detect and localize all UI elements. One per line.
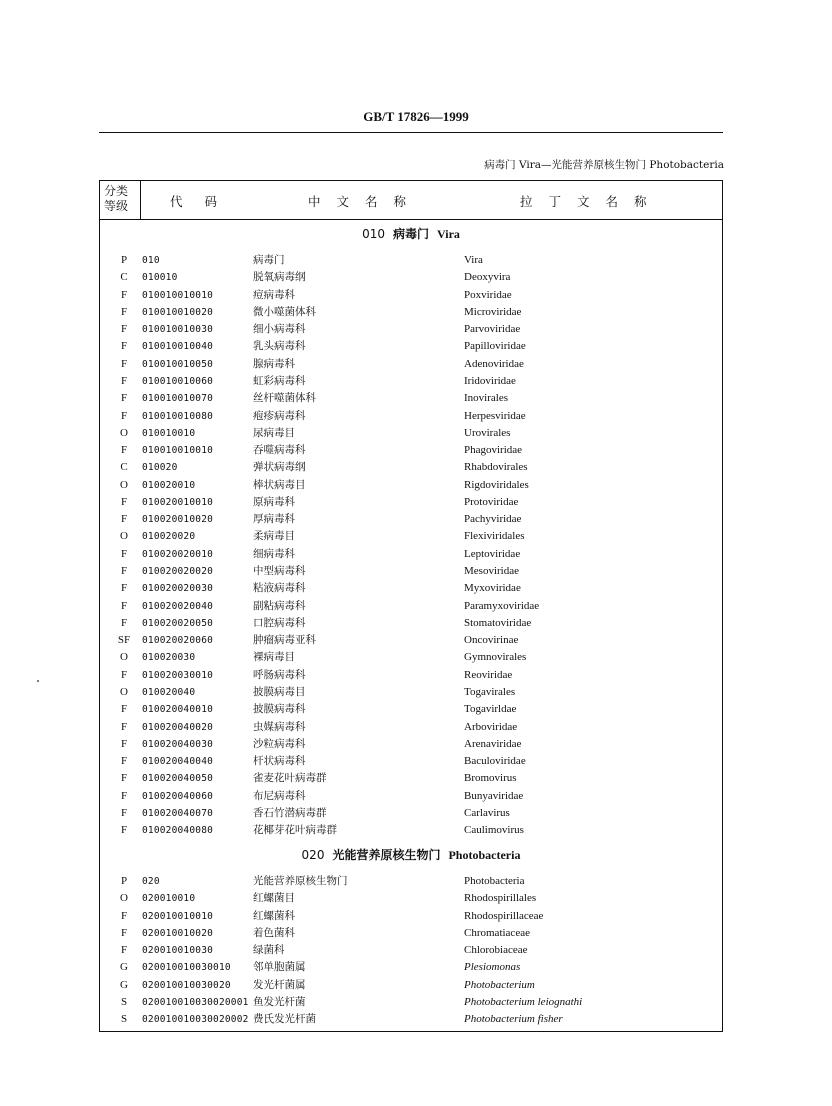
classification-level: O bbox=[120, 426, 128, 439]
classification-level: F bbox=[120, 444, 128, 457]
table-row bbox=[100, 822, 722, 839]
latin-name: Arboviridae bbox=[464, 720, 518, 733]
chinese-name: 绿菌科 bbox=[253, 944, 285, 957]
taxon-code: 020010010030020002 bbox=[142, 1014, 249, 1026]
table-row bbox=[100, 528, 722, 545]
chinese-name: 弹状病毒纲 bbox=[253, 461, 306, 474]
table-row bbox=[100, 442, 722, 459]
taxon-code: 020 bbox=[142, 876, 160, 887]
classification-level: O bbox=[120, 892, 128, 905]
taxon-code: 010020040 bbox=[142, 687, 196, 698]
latin-name: Togavirales bbox=[464, 686, 516, 698]
section-number: 020 bbox=[301, 848, 325, 862]
table-row bbox=[100, 563, 722, 580]
table-row bbox=[100, 753, 722, 770]
latin-name: Photobacterium leiognathi bbox=[464, 995, 583, 1008]
section-latin-name: Vira bbox=[437, 227, 460, 241]
classification-level: F bbox=[120, 374, 128, 387]
taxon-code: 010020040030 bbox=[142, 738, 214, 750]
latin-name: Rigdoviridales bbox=[464, 478, 529, 491]
taxon-code: 010020010020 bbox=[142, 514, 214, 526]
chinese-name: 披膜病毒科 bbox=[253, 703, 306, 716]
latin-name: Rhodospirillaceae bbox=[464, 909, 544, 922]
chinese-name: 红螺菌科 bbox=[253, 909, 295, 922]
classification-level: F bbox=[120, 513, 128, 526]
chinese-name: 费氏发光杆菌 bbox=[253, 1013, 316, 1026]
taxon-code: 020010010030010 bbox=[142, 962, 231, 974]
chinese-name: 细病毒科 bbox=[253, 547, 295, 560]
classification-level: S bbox=[120, 995, 128, 1008]
taxon-code: 010010010010 bbox=[142, 289, 214, 301]
classification-table bbox=[99, 180, 723, 1032]
latin-name: Gymnovirales bbox=[464, 651, 527, 664]
taxon-code: 010020040070 bbox=[142, 807, 214, 819]
chinese-name: 虹彩病毒科 bbox=[253, 374, 306, 387]
section-chinese-name: 病毒门 bbox=[393, 227, 430, 241]
taxon-code: 010010 bbox=[142, 272, 178, 284]
chinese-name: 脱氧病毒纲 bbox=[253, 271, 306, 284]
table-row bbox=[100, 338, 722, 355]
classification-level: SF bbox=[117, 634, 131, 647]
latin-name: Flexiviridales bbox=[464, 530, 525, 543]
latin-name: Inovirales bbox=[464, 392, 508, 405]
latin-name: Chromatiaceae bbox=[464, 926, 530, 939]
chinese-name: 丝杆噬菌体科 bbox=[253, 392, 316, 405]
classification-level: F bbox=[120, 565, 128, 578]
chinese-name: 布尼病毒科 bbox=[253, 789, 306, 802]
chinese-name: 沙粒病毒科 bbox=[253, 737, 306, 750]
latin-name: Photobacteria bbox=[464, 875, 525, 887]
table-row bbox=[100, 408, 722, 425]
chinese-name: 杆状病毒科 bbox=[253, 755, 306, 768]
table-row bbox=[100, 719, 722, 736]
latin-name: Mesoviridae bbox=[464, 565, 519, 578]
chinese-name: 呼肠病毒科 bbox=[253, 668, 306, 681]
latin-name: Adenoviridae bbox=[464, 357, 524, 370]
table-row bbox=[100, 390, 722, 407]
table-row bbox=[100, 373, 722, 390]
taxon-code: 010020 bbox=[142, 462, 178, 474]
table-row bbox=[100, 890, 722, 907]
latin-name: Herpesviridae bbox=[464, 409, 526, 422]
taxon-code: 010020020030 bbox=[142, 583, 214, 595]
taxon-code: 010020010010 bbox=[142, 496, 214, 508]
classification-level: F bbox=[120, 340, 128, 353]
taxon-code: 010010010010 bbox=[142, 445, 214, 457]
taxon-code: 010020040010 bbox=[142, 704, 214, 716]
taxon-code: 010020020 bbox=[142, 531, 196, 543]
taxon-code: 020010010010 bbox=[142, 910, 214, 922]
classification-level: F bbox=[120, 737, 128, 750]
taxon-code: 010020020050 bbox=[142, 617, 214, 629]
chinese-name: 虫媒病毒科 bbox=[253, 720, 306, 733]
section-latin-name: Photobacteria bbox=[448, 848, 521, 862]
latin-name: Deoxyvira bbox=[464, 271, 511, 284]
latin-name: Protoviridae bbox=[464, 495, 519, 508]
scan-speck bbox=[37, 680, 39, 682]
taxon-code: 010010010 bbox=[142, 427, 196, 439]
table-row bbox=[100, 425, 722, 442]
table-row bbox=[100, 632, 722, 649]
taxon-code: 010020030010 bbox=[142, 669, 214, 681]
classification-level: F bbox=[120, 392, 128, 405]
chinese-name: 厚病毒科 bbox=[253, 513, 295, 526]
chinese-name: 香石竹潜病毒群 bbox=[253, 806, 327, 819]
chinese-name: 雀麦花叶病毒群 bbox=[253, 772, 327, 785]
table-row bbox=[100, 873, 722, 890]
header-latin-name: 拉丁文名称 bbox=[520, 194, 663, 209]
classification-level: F bbox=[120, 755, 128, 768]
table-row bbox=[100, 580, 722, 597]
taxon-code: 010020020060 bbox=[142, 635, 214, 647]
chinese-name: 红螺菌目 bbox=[253, 892, 295, 905]
latin-name: Caulimovirus bbox=[464, 824, 524, 837]
taxon-code: 010020010 bbox=[142, 479, 196, 491]
chinese-name: 细小病毒科 bbox=[253, 323, 306, 336]
table-row bbox=[100, 684, 722, 701]
table-row bbox=[100, 459, 722, 476]
classification-level: F bbox=[120, 599, 128, 612]
chinese-name: 肿瘤病毒亚科 bbox=[253, 634, 316, 647]
classification-level: O bbox=[120, 478, 128, 491]
section-chinese-name: 光能营养原核生物门 bbox=[332, 848, 441, 862]
table-row bbox=[100, 477, 722, 494]
taxon-code: 020010010030020 bbox=[142, 979, 231, 991]
taxon-code: 010020040060 bbox=[142, 790, 214, 802]
latin-name: Phagoviridae bbox=[464, 444, 523, 457]
latin-name: Paramyxoviridae bbox=[464, 599, 540, 612]
classification-level: F bbox=[120, 909, 128, 922]
latin-name: Baculoviridae bbox=[464, 755, 526, 768]
taxon-code: 010 bbox=[142, 255, 160, 266]
taxon-code: 010020040050 bbox=[142, 773, 214, 785]
classification-level: F bbox=[120, 616, 128, 629]
chinese-name: 披膜病毒目 bbox=[253, 686, 306, 698]
header-code: 代码 bbox=[170, 194, 240, 209]
latin-name: Chlorobiaceae bbox=[464, 944, 528, 957]
standard-number: GB/T 17826—1999 bbox=[363, 109, 469, 124]
table-row bbox=[100, 252, 722, 269]
classification-level: F bbox=[120, 357, 128, 370]
header-divider bbox=[140, 181, 141, 219]
classification-level: P bbox=[120, 875, 128, 887]
taxon-code: 010020020010 bbox=[142, 548, 214, 560]
classification-level: C bbox=[120, 461, 128, 474]
page-subheader: 病毒门 Vira—光能营养原核生物门 Photobacteria bbox=[484, 159, 724, 171]
latin-name: Poxviridae bbox=[464, 288, 512, 301]
section-number: 010 bbox=[362, 227, 385, 241]
chinese-name: 邻单胞菌属 bbox=[253, 961, 306, 974]
table-row bbox=[100, 925, 722, 942]
latin-name: Oncovirinae bbox=[464, 634, 519, 647]
chinese-name: 着色菌科 bbox=[253, 926, 295, 939]
chinese-name: 裸病毒目 bbox=[253, 651, 295, 664]
taxon-code: 020010010030 bbox=[142, 945, 214, 957]
chinese-name: 微小噬菌体科 bbox=[253, 305, 316, 318]
latin-name: Pachyviridae bbox=[464, 513, 522, 526]
taxon-code: 020010010020 bbox=[142, 927, 214, 939]
classification-level: F bbox=[120, 409, 128, 422]
classification-level: F bbox=[120, 668, 128, 681]
classification-level: F bbox=[120, 288, 128, 301]
latin-name: Papilloviridae bbox=[464, 340, 526, 353]
latin-name: Stomatoviridae bbox=[464, 616, 532, 629]
table-header bbox=[100, 181, 722, 220]
table-row bbox=[100, 736, 722, 753]
chinese-name: 吞噬病毒科 bbox=[253, 444, 306, 457]
chinese-name: 粘液病毒科 bbox=[253, 582, 306, 595]
chinese-name: 花椰芽花叶病毒群 bbox=[253, 824, 337, 837]
table-row bbox=[100, 546, 722, 563]
table-row bbox=[100, 770, 722, 787]
latin-name: Arenaviridae bbox=[464, 737, 522, 750]
classification-level: F bbox=[120, 305, 128, 318]
table-row bbox=[100, 304, 722, 321]
chinese-name: 腺病毒科 bbox=[253, 357, 295, 370]
classification-level: S bbox=[120, 1013, 128, 1026]
header-classification: 分类 等级 bbox=[104, 184, 129, 213]
latin-name: Leptoviridae bbox=[464, 547, 521, 560]
table-row bbox=[100, 667, 722, 684]
classification-level: O bbox=[120, 651, 128, 664]
header-rule bbox=[99, 132, 723, 133]
taxon-code: 010010010020 bbox=[142, 306, 214, 318]
latin-name: Bromovirus bbox=[464, 772, 517, 785]
table-row bbox=[100, 511, 722, 528]
taxon-code: 010010010060 bbox=[142, 375, 214, 387]
taxon-code: 010020020020 bbox=[142, 566, 214, 578]
chinese-name: 副粘病毒科 bbox=[253, 599, 306, 612]
table-row bbox=[100, 959, 722, 976]
classification-level: G bbox=[120, 961, 128, 974]
taxon-code: 010020040080 bbox=[142, 825, 214, 837]
table-row bbox=[100, 321, 722, 338]
taxon-code: 010020020040 bbox=[142, 600, 214, 612]
table-row bbox=[100, 598, 722, 615]
taxon-code: 020010010030020001 bbox=[142, 996, 249, 1008]
classification-level: P bbox=[120, 254, 128, 266]
table-row bbox=[100, 494, 722, 511]
chinese-name: 棒状病毒目 bbox=[253, 478, 306, 491]
section-heading bbox=[100, 846, 722, 863]
chinese-name: 病毒门 bbox=[253, 254, 285, 266]
classification-level: F bbox=[120, 944, 128, 957]
classification-level: O bbox=[120, 530, 128, 543]
header-chinese-name: 中文名称 bbox=[308, 194, 423, 209]
table-row bbox=[100, 977, 722, 994]
table-row bbox=[100, 942, 722, 959]
classification-level: C bbox=[120, 271, 128, 284]
table-row bbox=[100, 1011, 722, 1028]
classification-level: F bbox=[120, 926, 128, 939]
classification-level: F bbox=[120, 547, 128, 560]
classification-level: F bbox=[120, 582, 128, 595]
classification-level: F bbox=[120, 323, 128, 336]
table-row bbox=[100, 356, 722, 373]
classification-level: F bbox=[120, 789, 128, 802]
latin-name: Reoviridae bbox=[464, 668, 513, 681]
taxon-code: 020010010 bbox=[142, 893, 196, 905]
chinese-name: 乳头病毒科 bbox=[253, 340, 306, 353]
table-row bbox=[100, 649, 722, 666]
latin-name: Myxoviridae bbox=[464, 582, 521, 595]
taxon-code: 010010010040 bbox=[142, 341, 214, 353]
chinese-name: 光能营养原核生物门 bbox=[253, 875, 348, 887]
taxon-code: 010020040040 bbox=[142, 756, 214, 768]
classification-level: F bbox=[120, 824, 128, 837]
latin-name: Iridoviridae bbox=[464, 374, 516, 387]
latin-name: Parvoviridae bbox=[464, 323, 521, 336]
latin-name: Rhabdovirales bbox=[464, 461, 528, 474]
taxon-code: 010010010050 bbox=[142, 358, 214, 370]
latin-name: Rhodospirillales bbox=[464, 892, 537, 905]
classification-level: F bbox=[120, 772, 128, 785]
taxon-code: 010010010070 bbox=[142, 393, 214, 405]
table-row bbox=[100, 287, 722, 304]
taxon-code: 010010010030 bbox=[142, 324, 214, 336]
table-row bbox=[100, 269, 722, 286]
classification-level: F bbox=[120, 495, 128, 508]
chinese-name: 疱疹病毒科 bbox=[253, 409, 306, 422]
taxon-code: 010020030 bbox=[142, 652, 196, 664]
chinese-name: 鱼发光杆菌 bbox=[253, 995, 306, 1008]
chinese-name: 痘病毒科 bbox=[253, 288, 295, 301]
table-row bbox=[100, 788, 722, 805]
chinese-name: 尿病毒目 bbox=[253, 426, 295, 439]
latin-name: Togavirldae bbox=[464, 703, 517, 716]
taxon-code: 010020040020 bbox=[142, 721, 214, 733]
latin-name: Microviridae bbox=[464, 305, 522, 318]
table-row bbox=[100, 994, 722, 1011]
classification-level: O bbox=[120, 686, 128, 698]
latin-name: Urovirales bbox=[464, 426, 511, 439]
table-row bbox=[100, 908, 722, 925]
latin-name: Bunyaviridae bbox=[464, 789, 524, 802]
classification-level: F bbox=[120, 720, 128, 733]
latin-name: Plesiomonas bbox=[464, 961, 521, 974]
table-row bbox=[100, 615, 722, 632]
chinese-name: 中型病毒科 bbox=[253, 565, 306, 578]
table-row bbox=[100, 805, 722, 822]
taxon-code: 010010010080 bbox=[142, 410, 214, 422]
chinese-name: 原病毒科 bbox=[253, 495, 295, 508]
chinese-name: 口腔病毒科 bbox=[253, 616, 306, 629]
classification-level: F bbox=[120, 703, 128, 716]
classification-level: F bbox=[120, 806, 128, 819]
table-row bbox=[100, 701, 722, 718]
chinese-name: 发光杆菌属 bbox=[253, 978, 306, 991]
latin-name: Photobacterium fisher bbox=[464, 1013, 563, 1026]
latin-name: Carlavirus bbox=[464, 806, 510, 819]
latin-name: Photobacterium bbox=[464, 978, 535, 991]
chinese-name: 柔病毒目 bbox=[253, 530, 295, 543]
latin-name: Vira bbox=[464, 254, 483, 266]
classification-level: G bbox=[120, 978, 128, 991]
section-heading bbox=[100, 225, 722, 242]
